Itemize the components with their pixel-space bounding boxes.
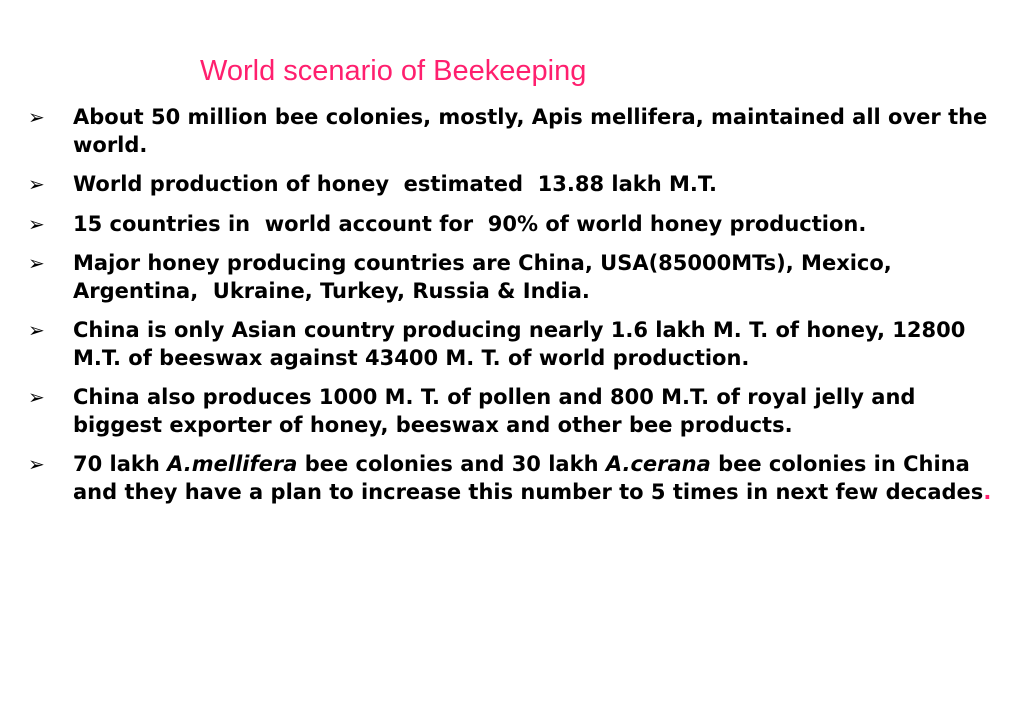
bullet-item <box>28 104 998 159</box>
bullet-item <box>28 384 998 439</box>
species-name-mellifera: A.mellifera <box>167 452 298 476</box>
arrow-bullet-icon: ➢ <box>28 211 45 236</box>
bullet-item <box>28 171 998 199</box>
arrow-bullet-icon: ➢ <box>28 385 45 409</box>
bullet-item <box>28 317 998 372</box>
bullet-text-part: bee colonies and 30 lakh <box>297 452 606 476</box>
bullet-text: China is only Asian country producing nearly 1.6 lakh M. T. of honey, 12800 M.T. of beeswax against 43400 M. T. of world production. <box>73 318 973 370</box>
bullet-list <box>28 104 998 518</box>
bullet-item <box>28 451 998 506</box>
bullet-text: World production of honey estimated 13.88 lakh M.T. <box>73 172 717 196</box>
bullet-text-part: 70 lakh <box>73 452 168 476</box>
arrow-bullet-icon: ➢ <box>28 318 45 342</box>
bullet-text: China also produces 1000 M. T. of pollen and 800 M.T. of royal jelly and biggest exporter of honey, beeswax and other bee products. <box>73 385 923 437</box>
arrow-bullet-icon: ➢ <box>28 251 45 275</box>
arrow-bullet-icon: ➢ <box>28 105 45 129</box>
bullet-text: 15 countries in world account for 90% of world honey production. <box>73 211 867 236</box>
bullet-text-part: bee colonies in China and they have a plan to increase this number to 5 times in next few decades <box>73 452 984 504</box>
bullet-text <box>73 451 998 506</box>
bullet-text: About 50 million bee colonies, mostly, Apis mellifera, maintained all over the world. <box>73 105 995 157</box>
arrow-bullet-icon: ➢ <box>28 452 45 476</box>
accent-period: . <box>983 479 992 504</box>
species-name-cerana: A.cerana <box>605 452 711 476</box>
bullet-item <box>28 250 998 305</box>
bullet-item <box>28 211 998 239</box>
arrow-bullet-icon: ➢ <box>28 172 45 196</box>
slide-title: World scenario of Beekeeping <box>200 55 587 87</box>
bullet-text: Major honey producing countries are China, USA(85000MTs), Mexico, Argentina, Ukraine, Turkey, Russia & India. <box>73 251 900 303</box>
